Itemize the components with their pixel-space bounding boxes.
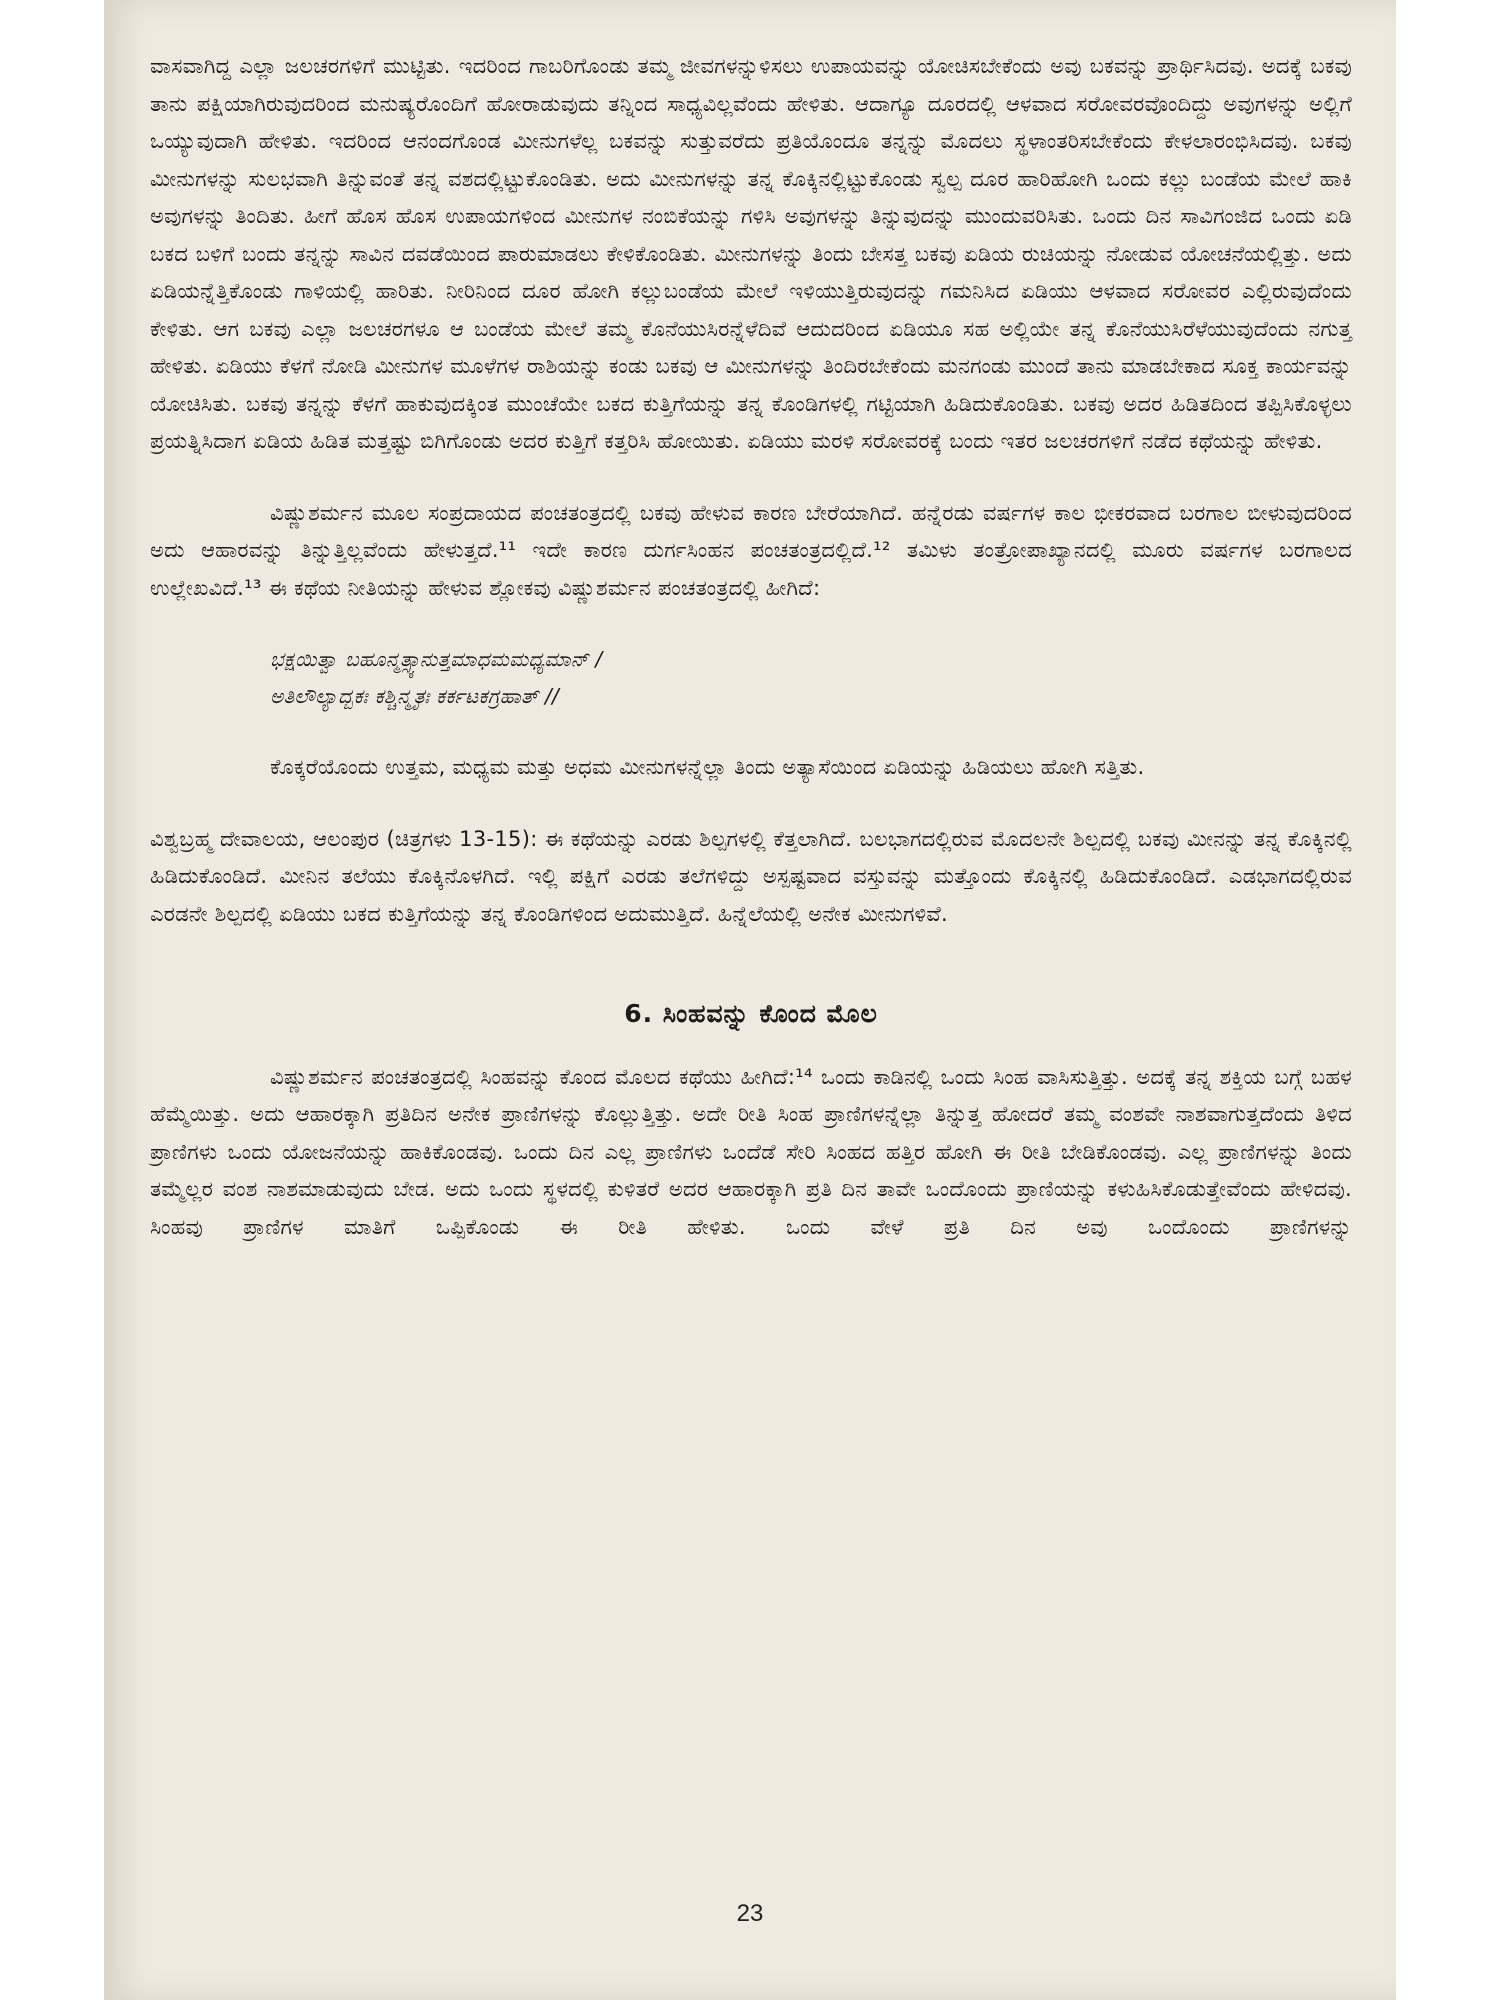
paragraph-vishnusharma-reason: ವಿಷ್ಣುಶರ್ಮನ ಮೂಲ ಸಂಪ್ರದಾಯದ ಪಂಚತಂತ್ರದಲ್ಲಿ ಬಕವು ಹೇಳುವ ಕಾರಣ ಬೇರೆಯಾಗಿದೆ. ಹನ್ನೆರಡು ವರ್ಷಗಳ ಕಾಲ ಭೀಕರವಾದ ಬರಗಾಲ ಬೀಳುವುದರಿಂದ ಅದು ಆಹಾರವನ್ನು ತಿನ್ನುತ್ತಿಲ್ಲವೆಂದು ಹೇಳುತ್ತದೆ.¹¹ ಇದೇ ಕಾರಣ ದುರ್ಗಸಿಂಹನ ಪಂಚತಂತ್ರದಲ್ಲಿದೆ.¹² ತಮಿಳು ತಂತ್ರೋಪಾಖ್ಯಾನದಲ್ಲಿ ಮೂರು ವರ್ಷಗಳ ಬರಗಾಲದ ಉಲ್ಲೇಖವಿದೆ.¹³ ಈ ಕಥೆಯ ನೀತಿಯನ್ನು ಹೇಳುವ ಶ್ಲೋಕವು ವಿಷ್ಣುಶರ್ಮನ ಪಂಚತಂತ್ರದಲ್ಲಿ ಹೀಗಿದೆ: — [150, 500, 1352, 600]
verse-spacer — [150, 607, 1352, 641]
paragraph-spacer — [150, 461, 1352, 495]
page-content — [150, 48, 1352, 1246]
sanskrit-verse-line-2: ಅತಿಲೌಲ್ಯಾದ್ಬಕಃ ಕಶ್ಚಿನ್ಮೃತಃ ಕರ್ಕಟಕಗ್ರಹಾತ್ // — [270, 684, 560, 708]
paragraph-lion-and-rabbit: ವಿಷ್ಣುಶರ್ಮನ ಪಂಚತಂತ್ರದಲ್ಲಿ ಸಿಂಹವನ್ನು ಕೊಂದ ಮೊಲದ ಕಥೆಯು ಹೀಗಿದೆ:¹⁴ ಒಂದು ಕಾಡಿನಲ್ಲಿ ಒಂದು ಸಿಂಹ ವಾಸಿಸುತ್ತಿತ್ತು. ಅದಕ್ಕೆ ತನ್ನ ಶಕ್ತಿಯ ಬಗ್ಗೆ ಬಹಳ ಹೆಮ್ಮೆಯಿತ್ತು. ಅದು ಆಹಾರಕ್ಕಾಗಿ ಪ್ರತಿದಿನ ಅನೇಕ ಪ್ರಾಣಿಗಳನ್ನು ಕೊಲ್ಲುತ್ತಿತ್ತು. ಅದೇ ರೀತಿ ಸಿಂಹ ಪ್ರಾಣಿಗಳನ್ನೆಲ್ಲಾ ತಿನ್ನುತ್ತ ಹೋದರೆ ತಮ್ಮ ವಂಶವೇ ನಾಶವಾಗುತ್ತದೆಂದು ತಿಳಿದ ಪ್ರಾಣಿಗಳು ಒಂದು ಯೋಜನೆಯನ್ನು ಹಾಕಿಕೊಂಡವು. ಒಂದು ದಿನ ಎಲ್ಲ ಪ್ರಾಣಿಗಳು ಒಂದೆಡೆ ಸೇರಿ ಸಿಂಹದ ಹತ್ತಿರ ಹೋಗಿ ಈ ರೀತಿ ಬೇಡಿಕೊಂಡವು. ಎಲ್ಲ ಪ್ರಾಣಿಗಳನ್ನು ತಿಂದು ತಮ್ಮೆಲ್ಲರ ವಂಶ ನಾಶಮಾಡುವುದು ಬೇಡ. ಅದು ಒಂದು ಸ್ಥಳದಲ್ಲಿ ಕುಳಿತರೆ ಅದರ ಆಹಾರಕ್ಕಾಗಿ ಪ್ರತಿ ದಿನ ತಾವೇ ಒಂದೊಂದು ಪ್ರಾಣಿಯನ್ನು ಕಳುಹಿಸಿಕೊಡುತ್ತೇವೆಂದು ಹೇಳಿದವು. ಸಿಂಹವು ಪ್ರಾಣಿಗಳ ಮಾತಿಗೆ ಒಪ್ಪಿಕೊಂಡು ಈ ರೀತಿ ಹೇಳಿತು. ಒಂದು ವೇಳೆ ಪ್ರತಿ ದಿನ ಅವು ಒಂದೊಂದು ಪ್ರಾಣಿಗಳನ್ನು — [150, 1064, 1352, 1239]
section-title: 6. ಸಿಂಹವನ್ನು ಕೊಂದ ಮೊಲ — [624, 999, 878, 1028]
paragraph-crane-story-end: ವಾಸವಾಗಿದ್ದ ಎಲ್ಲಾ ಜಲಚರಗಳಿಗೆ ಮುಟ್ಟಿತು. ಇದರಿಂದ ಗಾಬರಿಗೊಂಡು ತಮ್ಮ ಜೀವಗಳನ್ನುಳಿಸಲು ಉಪಾಯವನ್ನು ಯೋಚಿಸಬೇಕೆಂದು ಅವು ಬಕವನ್ನು ಪ್ರಾರ್ಥಿಸಿದವು. ಅದಕ್ಕೆ ಬಕವು ತಾನು ಪಕ್ಷಿಯಾಗಿರುವುದರಿಂದ ಮನುಷ್ಯರೊಂದಿಗೆ ಹೋರಾಡುವುದು ತನ್ನಿಂದ ಸಾಧ್ಯವಿಲ್ಲವೆಂದು ಹೇಳಿತು. ಆದಾಗ್ಯೂ ದೂರದಲ್ಲಿ ಆಳವಾದ ಸರೋವರವೊಂದಿದ್ದು ಅವುಗಳನ್ನು ಅಲ್ಲಿಗೆ ಒಯ್ಯುವುದಾಗಿ ಹೇಳಿತು. ಇದರಿಂದ ಆನಂದಗೊಂಡ ಮೀನುಗಳೆಲ್ಲ ಬಕವನ್ನು ಸುತ್ತುವರೆದು ಪ್ರತಿಯೊಂದೂ ತನ್ನನ್ನು ಮೊದಲು ಸ್ಥಳಾಂತರಿಸಬೇಕೆಂದು ಕೇಳಲಾರಂಭಿಸಿದವು. ಬಕವು ಮೀನುಗಳನ್ನು ಸುಲಭವಾಗಿ ತಿನ್ನುವಂತೆ ತನ್ನ ವಶದಲ್ಲಿಟ್ಟುಕೊಂಡಿತು. ಅದು ಮೀನುಗಳನ್ನು ತನ್ನ ಕೊಕ್ಕಿನಲ್ಲಿಟ್ಟುಕೊಂಡು ಸ್ವಲ್ಪ ದೂರ ಹಾರಿಹೋಗಿ ಒಂದು ಕಲ್ಲು ಬಂಡೆಯ ಮೇಲೆ ಹಾಕಿ ಅವುಗಳನ್ನು ತಿಂದಿತು. ಹೀಗೆ ಹೊಸ ಹೊಸ ಉಪಾಯಗಳಿಂದ ಮೀನುಗಳ ನಂಬಿಕೆಯನ್ನು ಗಳಿಸಿ ಅವುಗಳನ್ನು ತಿನ್ನುವುದನ್ನು ಮುಂದುವರಿಸಿತು. ಒಂದು ದಿನ ಸಾವಿಗಂಜಿದ ಒಂದು ಏಡಿ ಬಕದ ಬಳಿಗೆ ಬಂದು ತನ್ನನ್ನು ಸಾವಿನ ದವಡೆಯಿಂದ ಪಾರುಮಾಡಲು ಕೇಳಿಕೊಂಡಿತು. ಮೀನುಗಳನ್ನು ತಿಂದು ಬೇಸತ್ತ ಬಕವು ಏಡಿಯ ರುಚಿಯನ್ನು ನೋಡುವ ಯೋಚನೆಯಲ್ಲಿತ್ತು. ಅದು ಏಡಿಯನ್ನೆತ್ತಿಕೊಂಡು ಗಾಳಿಯಲ್ಲಿ ಹಾರಿತು. ನೀರಿನಿಂದ ದೂರ ಹೋಗಿ ಕಲ್ಲುಬಂಡೆಯ ಮೇಲೆ ಇಳಿಯುತ್ತಿರುವುದನ್ನು ಗಮನಿಸಿದ ಏಡಿಯು ಆಳವಾದ ಸರೋವರ ಎಲ್ಲಿರುವುದೆಂದು ಕೇಳಿತು. ಆಗ ಬಕವು ಎಲ್ಲಾ ಜಲಚರಗಳೂ ಆ ಬಂಡೆಯ ಮೇಲೆ ತಮ್ಮ ಕೊನೆಯುಸಿರನ್ನೆಳೆದಿವೆ ಆದುದರಿಂದ ಏಡಿಯೂ ಸಹ ಅಲ್ಲಿಯೇ ತನ್ನ ಕೊನೆಯುಸಿರೆಳೆಯುವುದೆಂದು ನಗುತ್ತ ಹೇಳಿತು. ಏಡಿಯು ಕೆಳಗೆ ನೋಡಿ ಮೀನುಗಳ ಮೂಳೆಗಳ ರಾಶಿಯನ್ನು ಕಂಡು ಬಕವು ಆ ಮೀನುಗಳನ್ನು ತಿಂದಿರಬೇಕೆಂದು ಮನಗಂಡು ಮುಂದೆ ತಾನು ಮಾಡಬೇಕಾದ ಸೂಕ್ತ ಕಾರ್ಯವನ್ನು ಯೋಚಿಸಿತು. ಬಕವು ತನ್ನನ್ನು ಕೆಳಗೆ ಹಾಕುವುದಕ್ಕಿಂತ ಮುಂಚೆಯೇ ಬಕದ ಕುತ್ತಿಗೆಯನ್ನು ತನ್ನ ಕೊಂಡಿಗಳಲ್ಲಿ ಗಟ್ಟಿಯಾಗಿ ಹಿಡಿದುಕೊಂಡಿತು. ಬಕವು ಅದರ ಹಿಡಿತದಿಂದ ತಪ್ಪಿಸಿಕೊಳ್ಳಲು ಪ್ರಯತ್ನಿಸಿದಾಗ ಏಡಿಯ ಹಿಡಿತ ಮತ್ತಷ್ಟು ಬಿಗಿಗೊಂಡು ಅದರ ಕುತ್ತಿಗೆ ಕತ್ತರಿಸಿ ಹೋಯಿತು. ಏಡಿಯು ಮರಳಿ ಸರೋವರಕ್ಕೆ ಬಂದು ಇತರ ಜಲಚರಗಳಿಗೆ ನಡೆದ ಕಥೆಯನ್ನು ಹೇಳಿತು. — [150, 54, 1352, 453]
paragraph-alampur-temple: ವಿಶ್ವಬ್ರಹ್ಮ ದೇವಾಲಯ, ಆಲಂಪುರ (ಚಿತ್ರಗಳು 13-15): ಈ ಕಥೆಯನ್ನು ಎರಡು ಶಿಲ್ಪಗಳಲ್ಲಿ ಕೆತ್ತಲಾಗಿದೆ. ಬಲಭಾಗದಲ್ಲಿರುವ ಮೊದಲನೇ ಶಿಲ್ಪದಲ್ಲಿ ಬಕವು ಮೀನನ್ನು ತನ್ನ ಕೊಕ್ಕಿನಲ್ಲಿ ಹಿಡಿದುಕೊಂಡಿದೆ. ಮೀನಿನ ತಲೆಯು ಕೊಕ್ಕಿನೊಳಗಿದೆ. ಇಲ್ಲಿ ಪಕ್ಷಿಗೆ ಎರಡು ತಲೆಗಳಿದ್ದು ಅಸ್ಪಷ್ಟವಾದ ವಸ್ತುವನ್ನು ಮತ್ತೊಂದು ಕೊಕ್ಕಿನಲ್ಲಿ ಹಿಡಿದುಕೊಂಡಿದೆ. ಎಡಭಾಗದಲ್ಲಿರುವ ಎರಡನೇ ಶಿಲ್ಪದಲ್ಲಿ ಏಡಿಯು ಬಕದ ಕುತ್ತಿಗೆಯನ್ನು ತನ್ನ ಕೊಂಡಿಗಳಿಂದ ಅದುಮುತ್ತಿದೆ. ಹಿನ್ನೆಲೆಯಲ್ಲಿ ಅನೇಕ ಮೀನುಗಳಿವೆ. — [150, 826, 1352, 926]
paragraph-spacer — [150, 715, 1352, 749]
page-number: 23 — [736, 1900, 764, 1927]
paragraph-spacer — [150, 787, 1352, 821]
sanskrit-verse-line-1: ಭಕ್ಷಯಿತ್ವಾ ಬಹೂನ್ಮತ್ಸ್ಯಾನುತ್ತಮಾಧಮಮಧ್ಯಮಾನ್ / — [270, 647, 603, 671]
paragraph-verse-meaning: ಕೊಕ್ಕರೆಯೊಂದು ಉತ್ತಮ, ಮಧ್ಯಮ ಮತ್ತು ಅಧಮ ಮೀನುಗಳನ್ನೆಲ್ಲಾ ತಿಂದು ಅತ್ಯಾಸೆಯಿಂದ ಏಡಿಯನ್ನು ಹಿಡಿಯಲು ಹೋಗಿ ಸತ್ತಿತು. — [270, 755, 1145, 779]
